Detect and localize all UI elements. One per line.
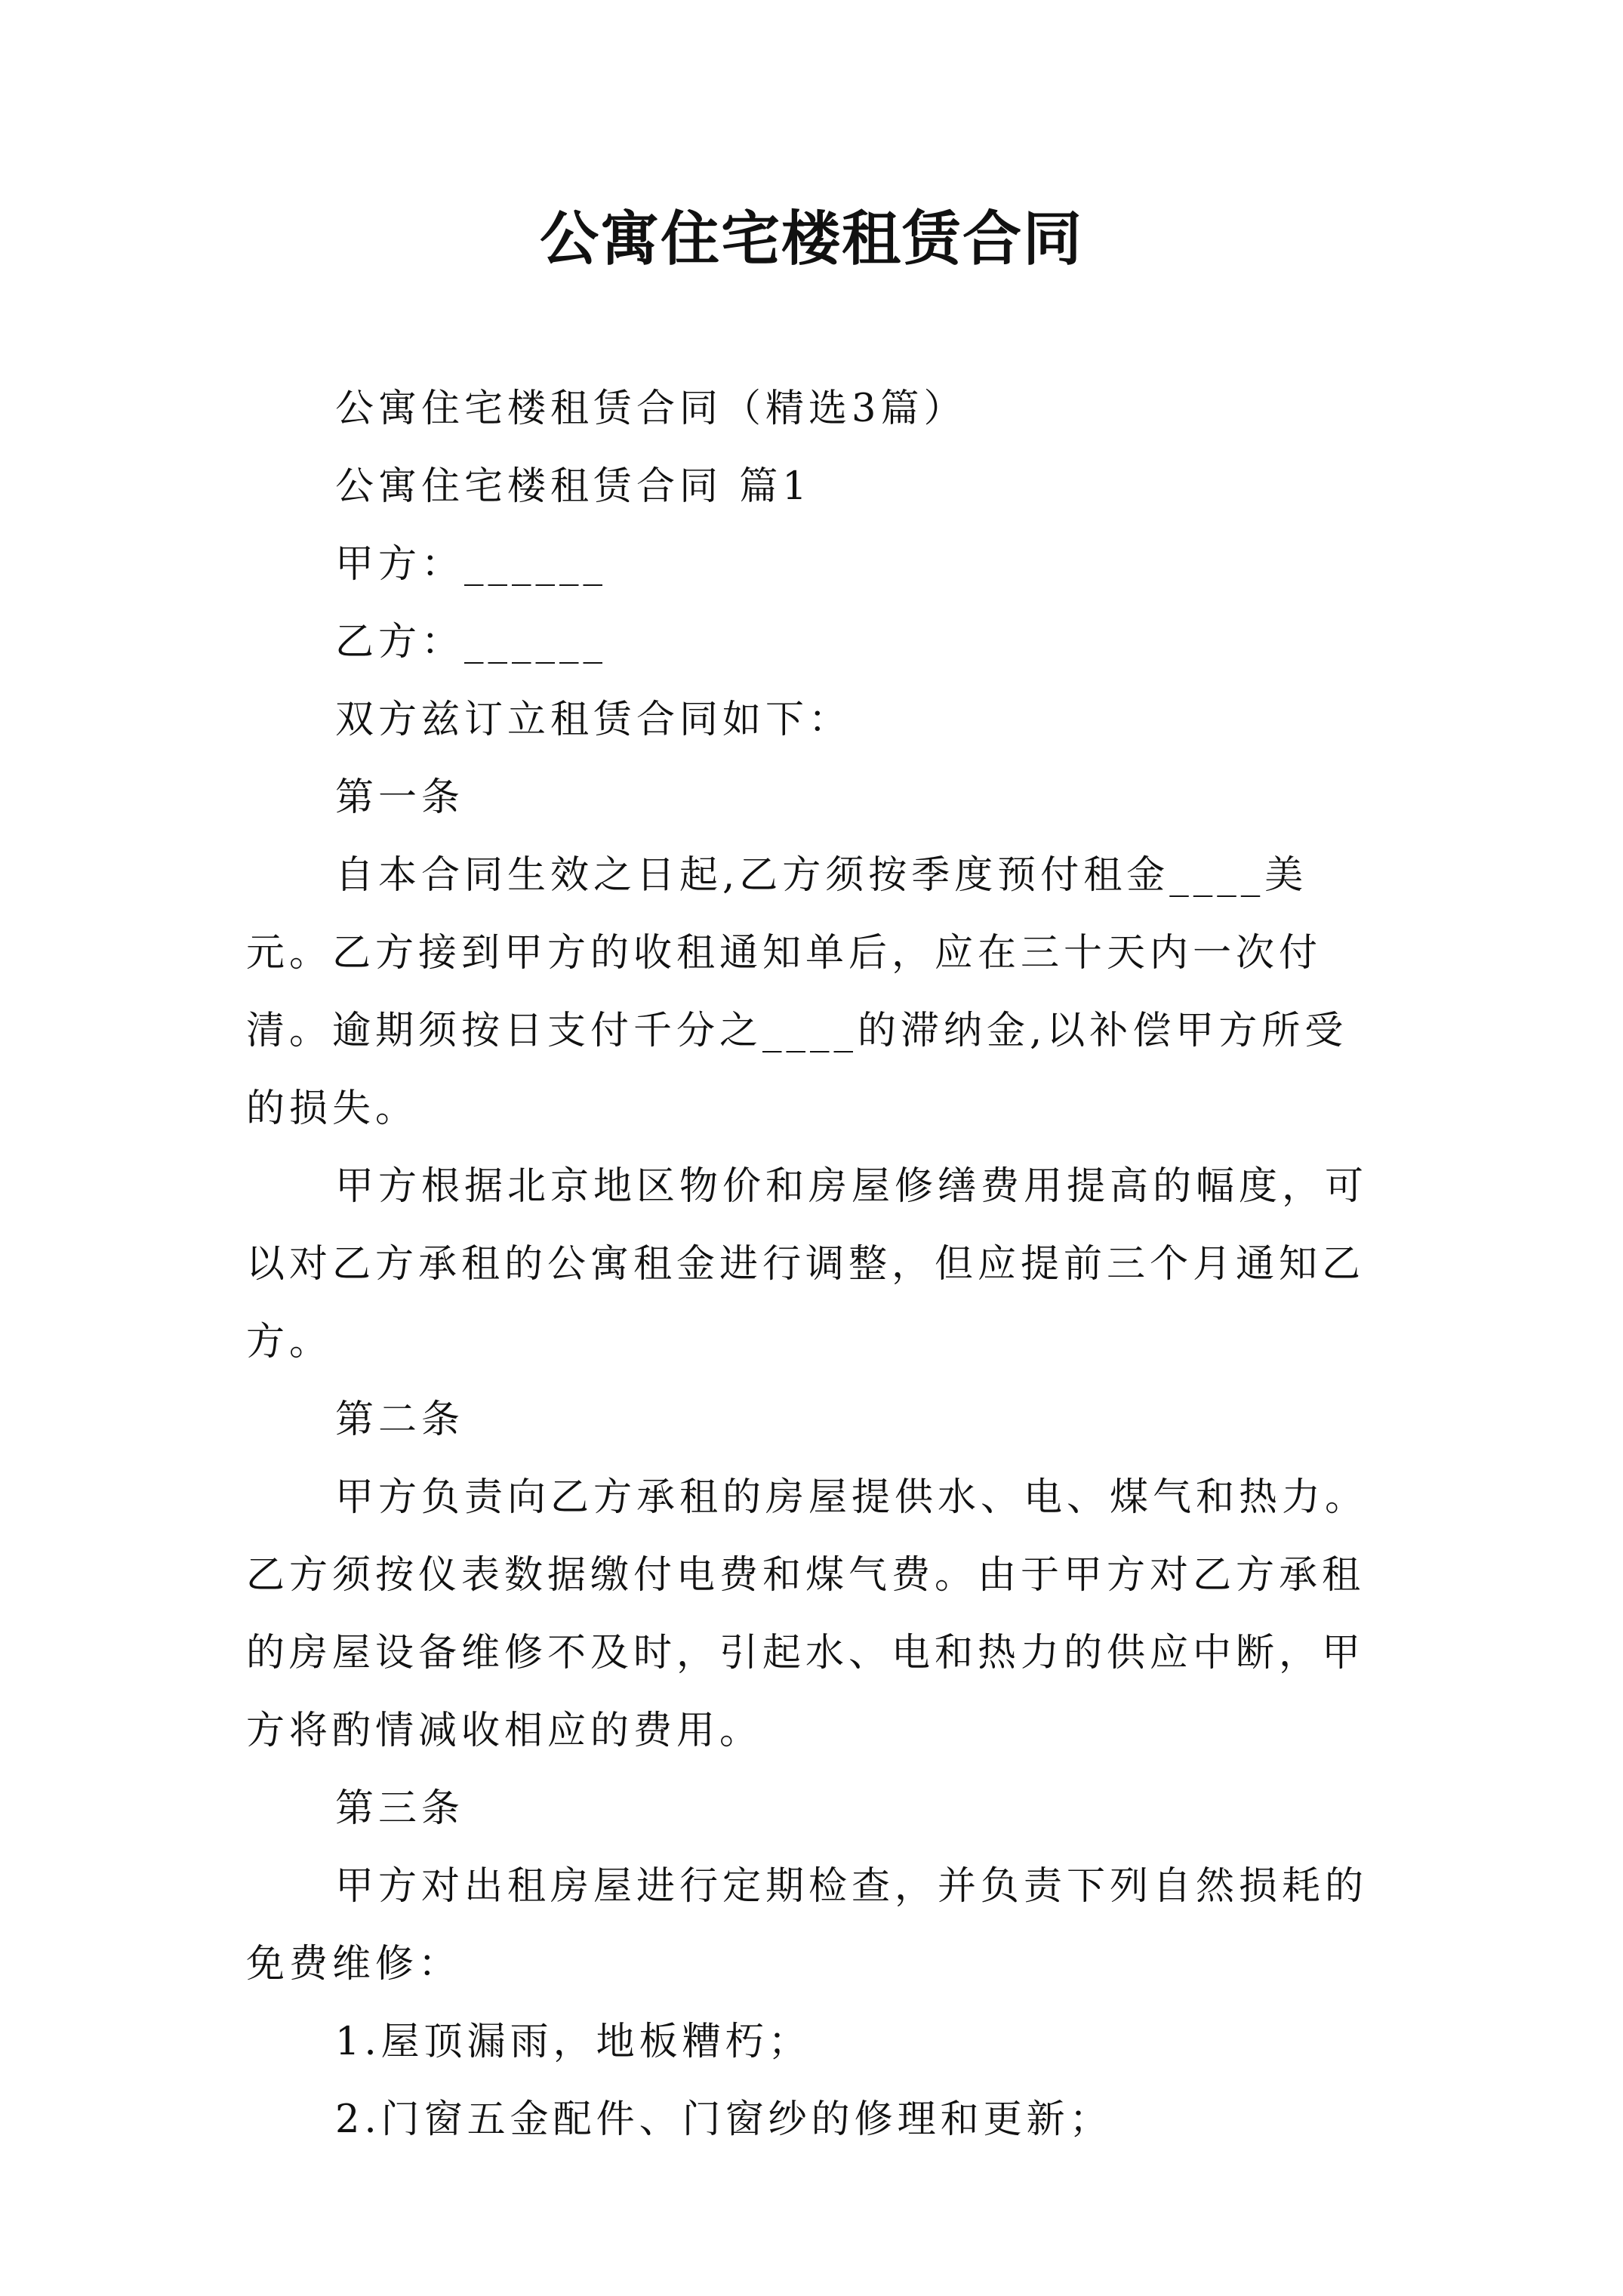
list-item-2: 2.门窗五金配件、门窗纱的修理和更新； [335,2097,1113,2142]
article-1-paragraph-1: 自本合同生效之日起,乙方须按季度预付租金____美元。乙方接到甲方的收租通知单后，应在三十天内一次付清。逾期须按日支付千分之____的滞纳金,以补偿甲方所受的损失。 [246,853,1348,1131]
article-3-paragraph: 甲方对出租房屋进行定期检查，并负责下列自然损耗的免费维修： [246,1864,1369,1986]
party-a-line: 甲方：______ [335,542,608,587]
document-title: 公寓住宅楼租赁合同 [539,205,1083,273]
section-heading: 公寓住宅楼租赁合同 篇1 [335,464,812,509]
article-1-heading: 第一条 [335,775,465,820]
party-b-line: 乙方：______ [335,620,608,664]
intro-paragraph: 双方兹订立租赁合同如下： [335,698,852,742]
list-item-1: 1.屋顶漏雨，地板糟朽； [335,2020,812,2064]
article-2-paragraph: 甲方负责向乙方承租的房屋提供水、电、煤气和热力。乙方须按仪表数据缴付电费和煤气费。由于甲方对乙方承租的房屋设备维修不及时，引起水、电和热力的供应中断，甲方将酌情减收相应的费用。 [246,1475,1369,1753]
document-body [246,370,1378,2159]
article-3-heading: 第三条 [335,1786,465,1831]
article-2-heading: 第二条 [335,1398,465,1442]
subtitle-paragraph: 公寓住宅楼租赁合同（精选3篇） [335,387,967,431]
article-1-paragraph-2: 甲方根据北京地区物价和房屋修缮费用提高的幅度，可以对乙方承租的公寓租金进行调整，但应提前三个月通知乙方。 [246,1164,1369,1364]
